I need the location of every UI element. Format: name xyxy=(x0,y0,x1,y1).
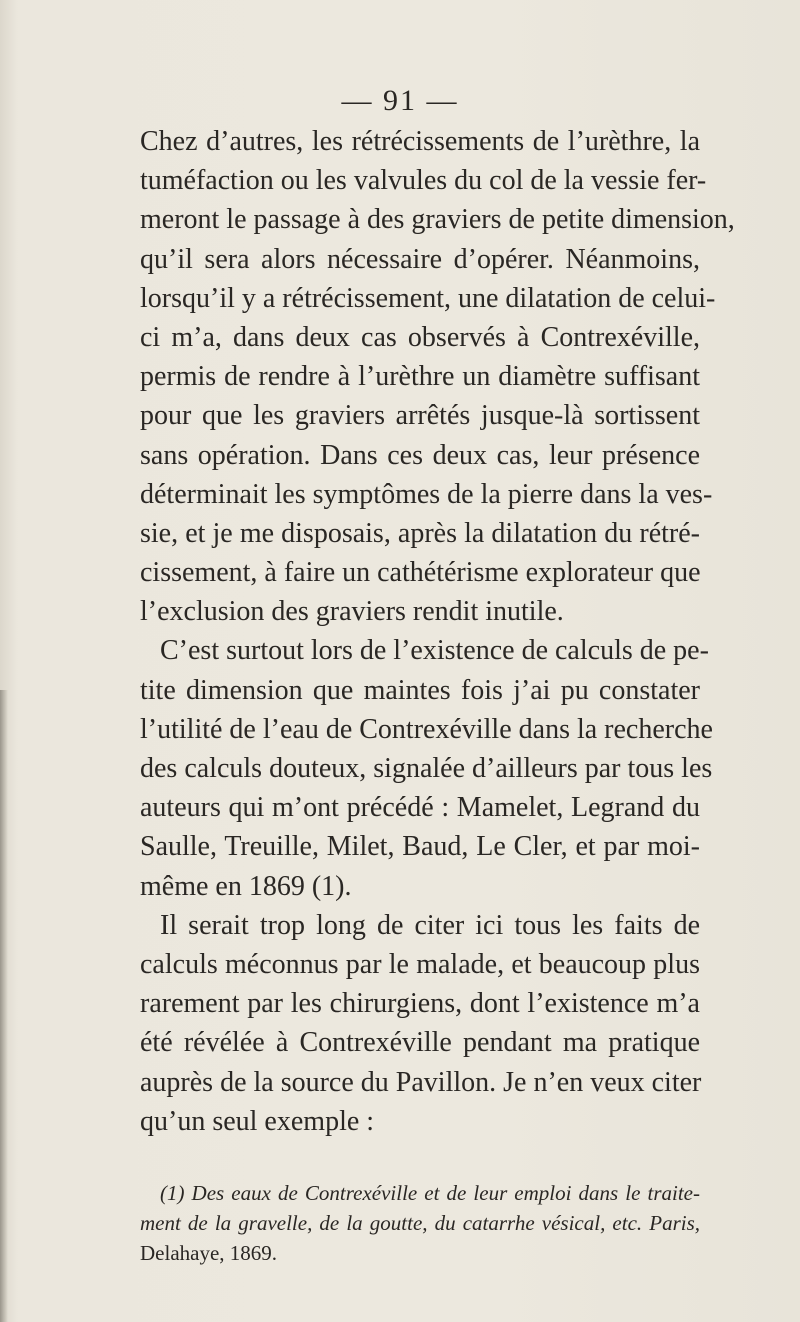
footnote-line: (1) Des eaux de Contrexéville et de leur emploi dans le traite- xyxy=(160,1181,700,1205)
text-line: tite dimension que maintes fois j’ai pu constater xyxy=(140,674,700,706)
text-line: tuméfaction ou les valvules du col de la vessie fer- xyxy=(140,165,707,197)
body-text xyxy=(140,122,735,1141)
text-line: Saulle, Treuille, Milet, Baud, Le Cler, et par moi- xyxy=(140,831,700,863)
footnote xyxy=(140,1178,700,1268)
paragraph-end-line: l’exclusion des graviers rendit inutile. xyxy=(140,596,564,628)
text-line: déterminait les symptômes de la pierre dans la ves- xyxy=(140,478,713,510)
text-line: été révélée à Contrexéville pendant ma pratique xyxy=(140,1027,700,1059)
text-line: l’utilité de l’eau de Contrexéville dans la recherche xyxy=(140,713,713,745)
binding-shadow xyxy=(0,690,8,1322)
paragraph-end-line: même en 1869 (1). xyxy=(140,870,352,902)
text-line: auteurs qui m’ont précédé : Mamelet, Legrand du xyxy=(140,792,700,824)
text-line: qu’il sera alors nécessaire d’opérer. Néanmoins, xyxy=(140,243,700,275)
footnote-line: Delahaye, 1869. xyxy=(140,1241,278,1265)
text-line: cissement, à faire un cathétérisme explorateur que xyxy=(140,557,701,589)
text-line: auprès de la source du Pavillon. Je n’en veux citer xyxy=(140,1066,702,1098)
text-line: sans opération. Dans ces deux cas, leur présence xyxy=(140,439,700,471)
text-line: pour que les graviers arrêtés jusque-là sortissent xyxy=(140,400,700,432)
text-line: des calculs douteux, signalée d’ailleurs par tous les xyxy=(140,753,713,784)
paragraph-end-line: qu’un seul exemple : xyxy=(140,1105,375,1137)
text-line: meront le passage à des graviers de petite dimension, xyxy=(140,204,735,236)
text-line: calculs méconnus par le malade, et beaucoup plus xyxy=(140,948,700,980)
page-number: — 91 — xyxy=(341,84,459,117)
text-line: rarement par les chirurgiens, dont l’existence m’a xyxy=(140,988,700,1020)
text-line: permis de rendre à l’urèthre un diamètre suffisant xyxy=(140,361,700,393)
paragraph-start-line: Il serait trop long de citer ici tous les faits de xyxy=(160,909,700,941)
footnote-line: ment de la gravelle, de la goutte, du catarrhe vésical, etc. Paris, xyxy=(140,1211,700,1235)
text-line: ci m’a, dans deux cas observés à Contrexéville, xyxy=(140,321,700,353)
text-line: sie, et je me disposais, après la dilatation du rétré- xyxy=(140,517,700,549)
paragraph-start-line: C’est surtout lors de l’existence de calculs de pe- xyxy=(160,635,709,667)
text-line: lorsqu’il y a rétrécissement, une dilatation de celui- xyxy=(140,282,716,314)
text-line: Chez d’autres, les rétrécissements de l’urèthre, la xyxy=(140,126,700,157)
